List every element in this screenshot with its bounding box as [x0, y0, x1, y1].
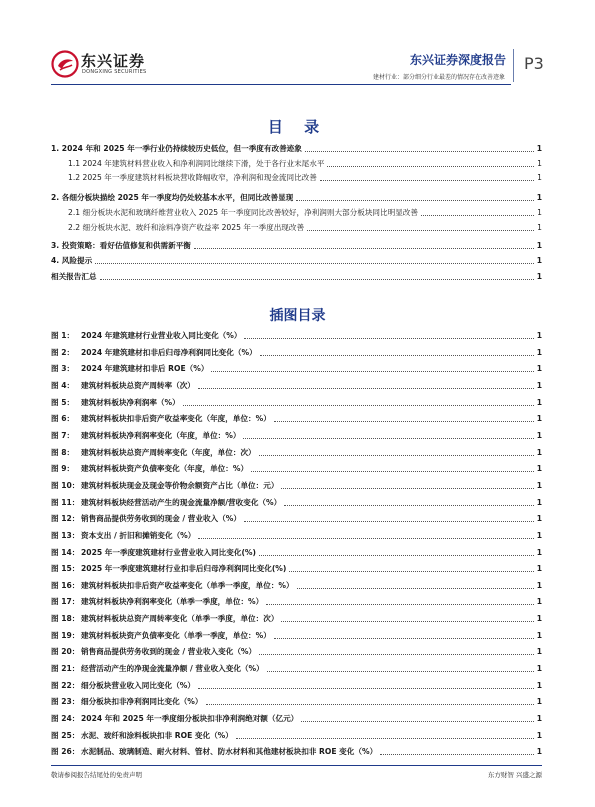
figure-entry-page: 1: [536, 714, 542, 723]
toc-entry[interactable]: [51, 142, 542, 154]
figure-entry-text: 2024 年建筑建材行业营业收入同比变化（%）: [81, 331, 242, 340]
toc-entry-page: 1: [536, 193, 542, 202]
dot-leader: [281, 621, 534, 622]
figure-entry-label: 图 14：: [51, 547, 80, 557]
figure-entry[interactable]: [51, 546, 542, 558]
figure-entry[interactable]: [51, 712, 542, 724]
logo-text-en: DONGXING SECURITIES: [82, 69, 147, 75]
figure-entry-label: 图 19：: [51, 630, 80, 640]
figure-entry-text: 2024 年和 2025 年一季度细分板块扣非净利润绝对额（亿元）: [81, 714, 299, 723]
figure-entry[interactable]: [51, 512, 542, 524]
footer-slogan: 东方财智 兴盛之源: [487, 771, 542, 779]
dot-leader: [244, 338, 534, 339]
figure-entry-label: 图 21：: [51, 664, 80, 673]
figure-entry-text: 水泥制品、玻璃制造、耐火材料、管材、防水材料和其他建材板块扣非 ROE 变化（%）: [81, 747, 378, 757]
figure-entry[interactable]: [51, 496, 542, 508]
figure-entry-label: 图 25：: [51, 730, 80, 740]
figure-entry-page: 1: [536, 480, 542, 490]
toc-entry[interactable]: [51, 270, 542, 282]
dot-leader: [274, 421, 534, 422]
figure-entry-text: 2024 年建筑建材扣非后 ROE（%）: [81, 364, 209, 374]
figure-entry-label: 图 5：: [51, 397, 75, 407]
figure-entry-label: 图 26：: [51, 747, 80, 757]
dot-leader: [289, 571, 534, 572]
figure-entry[interactable]: [51, 745, 542, 757]
figure-entry-text: 2025 年一季度建筑建材行业营业收入同比变化(%): [81, 547, 257, 557]
figure-entry-text: 2025 年一季度建筑建材行业扣非后归母净利润同比变化(%): [81, 564, 287, 574]
figure-entry[interactable]: [51, 329, 542, 341]
figure-entry-text: 资本支出 / 折旧和摊销变化（%）: [81, 530, 196, 540]
figure-entry-text: 2024 年建筑建材扣非后归母净利润同比变化（%）: [81, 347, 257, 357]
dot-leader: [301, 721, 534, 722]
figure-entry-page: 1: [536, 664, 542, 673]
toc-entry-text: 2. 各细分板块描绘 2025 年一季度均仍处较基本水平，但同比改善显现: [51, 193, 294, 202]
logo-mark-icon: [51, 50, 79, 78]
figure-entry-label: 图 10：: [51, 480, 80, 490]
figure-entry[interactable]: [51, 529, 542, 541]
toc-entry-text: 1.1 2024 年建筑材料营业收入和净利润同比继续下滑，处于各行业末尾水平: [68, 159, 325, 168]
figure-entry-text: 水泥、玻纤和涂料板块扣非 ROE 变化（%）: [81, 730, 233, 740]
toc-entry-text: 3. 投资策略：看好估值修复和供需新平衡: [51, 241, 191, 250]
figure-entry-label: 图 13：: [51, 530, 80, 540]
figure-entry-page: 1: [536, 347, 542, 357]
figure-entry[interactable]: [51, 629, 542, 641]
figure-entry[interactable]: [51, 379, 542, 391]
figure-entry-label: 图 8：: [51, 447, 75, 457]
figure-entry-page: 1: [536, 331, 542, 340]
figure-entry-label: 图 16：: [51, 580, 80, 590]
figure-entry-page: 1: [536, 697, 542, 707]
dot-leader: [266, 604, 534, 605]
dot-leader: [327, 166, 534, 167]
figure-entry[interactable]: [51, 679, 542, 691]
dot-leader: [206, 704, 534, 705]
toc-entry-text: 2.2 细分板块水泥、玻纤和涂料净资产收益率 2025 年一季度出现改善: [68, 223, 305, 232]
figure-entry[interactable]: [51, 446, 542, 458]
toc-entry-page: 1: [536, 272, 542, 281]
figure-entry-page: 1: [536, 530, 542, 540]
figure-entry[interactable]: [51, 562, 542, 574]
toc-entry-text: 4. 风险提示: [51, 256, 93, 265]
page-header: [0, 0, 595, 92]
figure-entry[interactable]: [51, 479, 542, 491]
figure-entry-label: 图 17：: [51, 597, 80, 607]
figure-entry-label: 图 18：: [51, 614, 80, 623]
dot-leader: [251, 471, 534, 472]
figure-entry-page: 1: [536, 364, 542, 374]
toc-entry-page: 1: [536, 241, 542, 250]
figure-entry-label: 图 24：: [51, 714, 80, 723]
figure-entry-text: 经营活动产生的净现金流量净额 / 营业收入变化（%）: [81, 664, 264, 673]
figure-entry-page: 1: [536, 730, 542, 740]
figure-entry[interactable]: [51, 362, 542, 374]
toc-entry-text: 相关报告汇总: [51, 272, 97, 281]
toc-title: 目 录: [267, 118, 328, 136]
dot-leader: [100, 279, 534, 280]
figure-entry-page: 1: [536, 447, 542, 457]
figure-entry-text: 建筑材料板块净利润率（%）: [81, 397, 180, 407]
figure-entry-page: 1: [536, 547, 542, 557]
dot-leader: [198, 538, 534, 539]
dot-leader: [183, 405, 534, 406]
figure-entry-page: 1: [536, 597, 542, 607]
dot-leader: [281, 488, 534, 489]
figure-entry-label: 图 20：: [51, 647, 80, 657]
figure-entry-page: 1: [536, 430, 542, 440]
header-divider: [513, 49, 514, 82]
toc-entry-page: 1: [536, 144, 542, 153]
figure-entry-text: 细分板块营业收入同比变化（%）: [81, 680, 195, 690]
figure-entry-label: 图 15：: [51, 564, 80, 574]
figure-entry[interactable]: [51, 396, 542, 408]
dot-leader: [305, 151, 534, 152]
figure-entry[interactable]: [51, 662, 542, 674]
header-rule: [51, 84, 511, 85]
dot-leader: [421, 215, 534, 216]
figure-entry-label: 图 2：: [51, 347, 75, 357]
figure-entry-page: 1: [536, 464, 542, 474]
dot-leader: [198, 688, 534, 689]
figure-entry-text: 建筑材料板块扣非后资产收益率变化（年度，单位：%）: [81, 414, 271, 424]
toc-entry-page: 1: [537, 223, 542, 232]
dot-leader: [244, 521, 534, 522]
figure-entry[interactable]: [51, 346, 542, 358]
toc-entry[interactable]: [68, 206, 542, 218]
toc-entry-page: 1: [537, 208, 542, 217]
dot-leader: [320, 180, 534, 181]
figure-entry[interactable]: [51, 595, 542, 607]
figure-entry-label: 图 4：: [51, 380, 75, 390]
dot-leader: [194, 248, 534, 249]
dot-leader: [243, 438, 534, 439]
figure-entry-text: 销售商品提供劳务收到的现金 / 营业收入变化（%）: [81, 647, 257, 657]
page-number: P3: [524, 54, 544, 73]
report-subtitle: 建材行业：部分细分行业最差的情况存在改善迹象: [372, 74, 505, 81]
figure-entry[interactable]: [51, 645, 542, 657]
figure-entry-page: 1: [536, 414, 542, 424]
figure-entry-label: 图 9：: [51, 464, 75, 474]
logo-text-cn: 东兴证券: [81, 52, 146, 70]
dot-leader: [259, 555, 534, 556]
dot-leader: [296, 200, 534, 201]
toc-entry-page: 1: [537, 159, 542, 168]
footer-disclaimer: 敬请参阅报告结尾处的免责声明: [51, 771, 142, 779]
figure-entry-text: 建筑材料板块总资产周转率变化（年度，单位：次）: [81, 447, 256, 457]
figure-entry-page: 1: [536, 647, 542, 657]
figure-entry-page: 1: [536, 747, 542, 757]
dot-leader: [259, 455, 534, 456]
figure-entry-page: 1: [536, 630, 542, 640]
dot-leader: [267, 671, 534, 672]
report-type-title: 东兴证券深度报告: [409, 53, 506, 67]
dot-leader: [297, 588, 534, 589]
figure-entry[interactable]: [51, 579, 542, 591]
dot-leader: [259, 654, 534, 655]
toc-entry[interactable]: [68, 171, 542, 183]
toc-entry[interactable]: [51, 191, 542, 203]
figure-entry-label: 图 11：: [51, 497, 80, 507]
figure-entry-label: 图 22：: [51, 680, 80, 690]
dot-leader: [95, 263, 534, 264]
figure-entry[interactable]: [51, 429, 542, 441]
figure-entry-label: 图 12：: [51, 514, 80, 524]
dot-leader: [274, 638, 534, 639]
toc-entry[interactable]: [68, 157, 542, 169]
figure-entry-text: 建筑材料板块总资产周转率变化（单季一季度，单位：次）: [81, 614, 279, 623]
company-logo: [51, 49, 151, 79]
dot-leader: [236, 738, 534, 739]
figure-entry-text: 建筑材料板块资产负债率变化（年度，单位：%）: [81, 464, 249, 474]
figure-entry-page: 1: [536, 380, 542, 390]
toc-entry-page: 1: [537, 173, 542, 182]
figure-entry-page: 1: [536, 564, 542, 574]
dot-leader: [211, 371, 534, 372]
toc-entry[interactable]: [51, 254, 542, 266]
figure-entry-text: 建筑材料板块净利润率变化（年度，单位：%）: [81, 430, 241, 440]
figure-entry-page: 1: [536, 514, 542, 524]
figure-entry-page: 1: [536, 397, 542, 407]
figure-entry-text: 建筑材料板块总资产周转率（次）: [81, 380, 195, 390]
dot-leader: [307, 230, 534, 231]
figure-entry-text: 建筑材料板块经营活动产生的现金流量净额/营收变化（%）: [81, 497, 282, 507]
figure-entry-label: 图 1：: [51, 331, 75, 340]
figure-entry-label: 图 23：: [51, 697, 80, 707]
figure-entry-text: 销售商品提供劳务收到的现金 / 营业收入（%）: [81, 514, 241, 524]
dot-leader: [284, 505, 534, 506]
figure-entry[interactable]: [51, 612, 542, 624]
figure-entry-page: 1: [536, 680, 542, 690]
figure-entry[interactable]: [51, 462, 542, 474]
figure-entry[interactable]: [51, 412, 542, 424]
figure-entry-text: 建筑材料板块扣非后资产收益率变化（单季一季度，单位：%）: [81, 580, 294, 590]
dot-leader: [198, 388, 534, 389]
figure-entry-text: 建筑材料板块现金及现金等价物余额资产占比（单位：元）: [81, 480, 279, 490]
figure-entry-text: 建筑材料板块资产负债率变化（单季一季度，单位：%）: [81, 630, 271, 640]
toc-entry-text: 1. 2024 年和 2025 年一季行业仍持续较历史低位，但一季度有改善迹象: [51, 144, 302, 153]
figure-entry-page: 1: [536, 497, 542, 507]
toc-entry-page: 1: [536, 256, 542, 265]
toc-entry[interactable]: [51, 239, 542, 251]
figure-entry-page: 1: [536, 614, 542, 623]
dot-leader: [380, 754, 534, 755]
figure-entry-page: 1: [536, 580, 542, 590]
figure-entry-label: 图 7：: [51, 430, 75, 440]
dot-leader: [260, 355, 534, 356]
figure-entry-text: 细分板块扣非净利润同比变化（%）: [81, 697, 203, 707]
figure-list-title: 插图目录: [269, 308, 326, 324]
figure-entry-label: 图 6：: [51, 414, 75, 424]
toc-entry-text: 1.2 2025 年一季度建筑材料板块营收降幅收窄，净利润和现金流同比改善: [68, 173, 317, 182]
footer-rule: [51, 765, 542, 766]
figure-entry[interactable]: [51, 729, 542, 741]
figure-entry[interactable]: [51, 695, 542, 707]
toc-entry-text: 2.1 细分板块水泥和玻璃纤维营业收入 2025 年一季度同比改善较好，净利润则大部分板块同比明显改善: [68, 208, 418, 217]
figure-entry-text: 建筑材料板块净利润率变化（单季一季度，单位：%）: [81, 597, 264, 607]
toc-entry[interactable]: [68, 221, 542, 233]
figure-entry-label: 图 3：: [51, 364, 75, 374]
